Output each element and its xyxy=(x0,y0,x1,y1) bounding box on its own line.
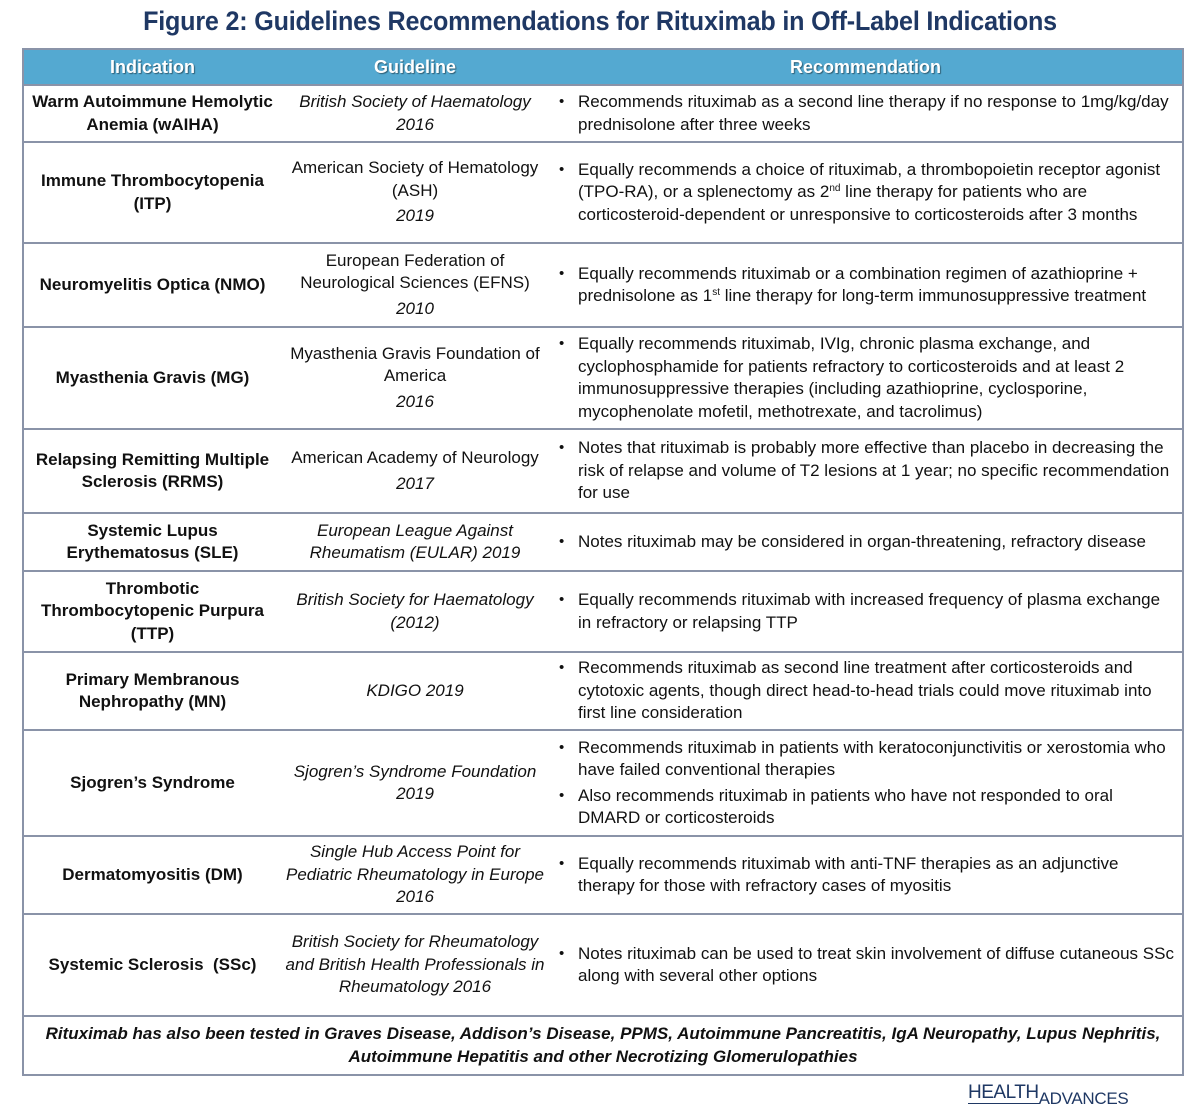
table-row xyxy=(23,571,1183,652)
guideline-year: 2019 xyxy=(396,206,434,226)
guideline-text: KDIGO 2019 xyxy=(366,680,464,700)
recommendation-item: • Equally recommends rituximab, IVIg, chronic plasma exchange, and cyclophosphamide for patients refractory to corticosteroids and at least 2 immunosuppressive therapies (including azathioprine, cyclosporine, mycophenolate mofetil, methotrexate, and tacrolimus) xyxy=(555,333,1176,423)
guideline-text: British Society for Haematology (2012) xyxy=(296,590,534,632)
page-title: Figure 2: Guidelines Recommendations for Rituximab in Off-Label Indications xyxy=(143,6,1057,36)
guideline-cell xyxy=(281,836,549,914)
recommendation-item: • Recommends rituximab as second line treatment after corticosteroids and cytotoxic agents, though direct head-to-head trials could move rituximab into first line consideration xyxy=(555,657,1176,725)
logo-word-health: HEALTH xyxy=(968,1082,1039,1103)
recommendation-item: • Recommends rituximab as a second line therapy if no response to 1mg/kg/day prednisolone after three weeks xyxy=(555,91,1176,136)
indication-cell: Relapsing Remitting Multiple Sclerosis (RRMS) xyxy=(23,429,281,513)
guideline-text: American Academy of Neurology xyxy=(291,448,539,467)
indication-cell: Dermatomyositis (DM) xyxy=(23,836,281,914)
guideline-cell xyxy=(281,85,549,142)
indication-cell: Thrombotic Thrombocytopenic Purpura (TTP) xyxy=(23,571,281,652)
table-row xyxy=(23,652,1183,730)
recommendation-cell xyxy=(549,513,1183,571)
guideline-cell xyxy=(281,513,549,571)
indication-cell: Warm Autoimmune Hemolytic Anemia (wAIHA) xyxy=(23,85,281,142)
guideline-cell xyxy=(281,142,549,243)
indication-cell: Immune Thrombocytopenia (ITP) xyxy=(23,142,281,243)
recommendation-item: • Notes that rituximab is probably more effective than placebo in decreasing the risk of relapse and volume of T2 lesions at 1 year; no specific recommendation for use xyxy=(555,437,1176,505)
guideline-text: Sjogren’s Syndrome Foundation 2019 xyxy=(293,761,537,803)
recommendation-item: • Notes rituximab can be used to treat skin involvement of diffuse cutaneous SSc along with several other options xyxy=(555,943,1176,988)
recommendation-item: • Equally recommends a choice of rituximab, a thrombopoietin receptor agonist (TPO-RA), or a splenectomy as 2nd line therapy for patients who are corticosteroid-dependent or unresponsive to corticosteroids after 3 months xyxy=(555,159,1176,227)
guideline-text: British Society for Rheumatology and British Health Professionals in Rheumatology 2016 xyxy=(285,932,545,997)
table-row xyxy=(23,914,1183,1016)
recommendation-item: • Notes rituximab may be considered in organ-threatening, refractory disease xyxy=(555,531,1176,554)
column-header-guideline: Guideline xyxy=(281,49,549,85)
recommendation-cell xyxy=(549,836,1183,914)
footer-note: Rituximab has also been tested in Graves Disease, Addison’s Disease, PPMS, Autoimmune Pancreatitis, IgA Neuropathy, Lupus Nephritis, Autoimmune Hepatitis and other Necrotizing Glomerulopathies xyxy=(23,1016,1183,1075)
recommendation-item: • Recommends rituximab in patients with keratoconjunctivitis or xerostomia who have failed conventional therapies xyxy=(555,737,1176,782)
guideline-cell xyxy=(281,429,549,513)
guideline-cell xyxy=(281,730,549,836)
guideline-text: Single Hub Access Point for Pediatric Rheumatology in Europe 2016 xyxy=(286,842,544,907)
recommendation-cell xyxy=(549,243,1183,327)
indication-cell: Neuromyelitis Optica (NMO) xyxy=(23,243,281,327)
guideline-cell xyxy=(281,571,549,652)
indication-cell: Sjogren’s Syndrome xyxy=(23,730,281,836)
table-row xyxy=(23,730,1183,836)
recommendation-cell xyxy=(549,914,1183,1016)
indication-cell: Systemic Sclerosis (SSc) xyxy=(23,914,281,1016)
column-header-indication: Indication xyxy=(23,49,281,85)
guideline-text: European League Against Rheumatism (EULAR) 2019 xyxy=(309,520,521,562)
logo-word-advances: ADVANCES xyxy=(1038,1089,1129,1108)
table-row xyxy=(23,142,1183,243)
recommendation-item: • Equally recommends rituximab with anti-TNF therapies as an adjunctive therapy for those with refractory cases of myositis xyxy=(555,853,1176,898)
recommendation-item: • Also recommends rituximab in patients who have not responded to oral DMARD or corticosteroids xyxy=(555,785,1176,830)
guideline-cell xyxy=(281,914,549,1016)
recommendation-item: • Equally recommends rituximab or a combination regimen of azathioprine + prednisolone as 1st line therapy for long-term immunosuppressive treatment xyxy=(555,263,1176,308)
guideline-cell xyxy=(281,243,549,327)
guideline-text: American Society of Hematology (ASH) xyxy=(291,158,539,200)
guideline-year: 2010 xyxy=(396,298,434,318)
guideline-text: Myasthenia Gravis Foundation of America xyxy=(290,343,540,386)
guideline-text: British Society of Haematology 2016 xyxy=(299,92,531,134)
table-row xyxy=(23,85,1183,142)
recommendation-cell xyxy=(549,142,1183,243)
table-row xyxy=(23,836,1183,914)
recommendation-cell xyxy=(549,571,1183,652)
health-advances-logo xyxy=(968,1082,1129,1108)
recommendation-cell xyxy=(549,652,1183,730)
guideline-cell xyxy=(281,327,549,429)
recommendation-cell xyxy=(549,429,1183,513)
guideline-year: 2016 xyxy=(396,391,434,411)
table-row xyxy=(23,429,1183,513)
table-header-row xyxy=(23,49,1183,85)
guideline-cell xyxy=(281,652,549,730)
recommendation-cell xyxy=(549,730,1183,836)
indication-cell: Primary Membranous Nephropathy (MN) xyxy=(23,652,281,730)
guideline-text: European Federation of Neurological Sciences (EFNS) xyxy=(300,250,530,293)
indication-cell: Myasthenia Gravis (MG) xyxy=(23,327,281,429)
column-header-recommendation: Recommendation xyxy=(549,49,1183,85)
indication-cell: Systemic Lupus Erythematosus (SLE) xyxy=(23,513,281,571)
guideline-year: 2017 xyxy=(396,473,434,493)
recommendation-cell xyxy=(549,327,1183,429)
recommendation-cell xyxy=(549,85,1183,142)
table-row xyxy=(23,513,1183,571)
guidelines-table xyxy=(22,48,1184,1076)
table-row xyxy=(23,327,1183,429)
recommendation-item: • Equally recommends rituximab with increased frequency of plasma exchange in refractory or relapsing TTP xyxy=(555,589,1176,634)
table-row xyxy=(23,243,1183,327)
table-footer-row xyxy=(23,1016,1183,1075)
